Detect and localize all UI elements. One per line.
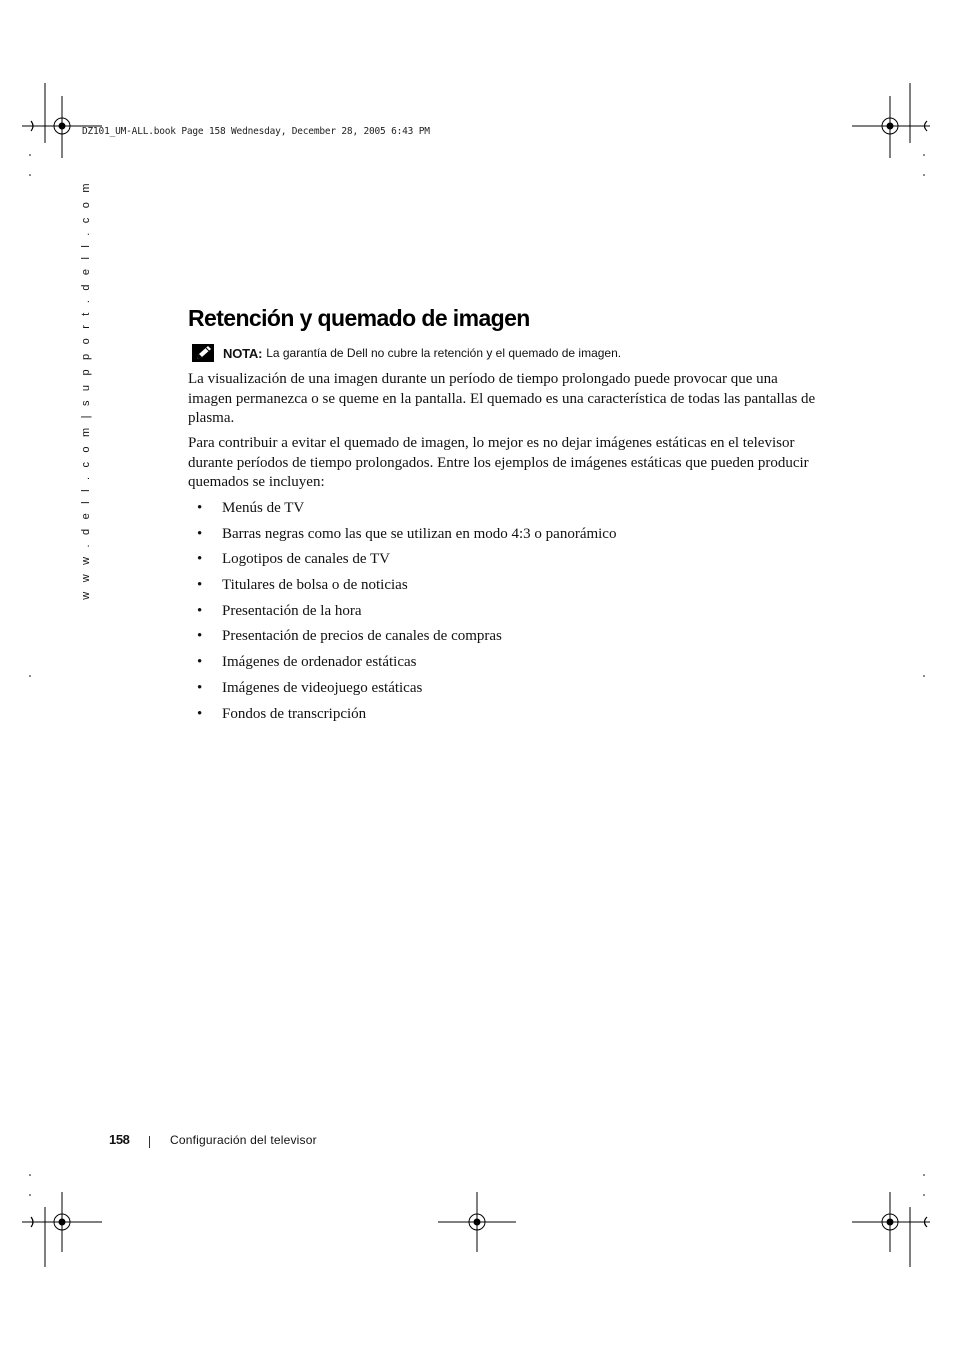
list-item [188,549,616,575]
list-item [188,601,616,627]
list-item-text: Presentación de precios de canales de compras [222,628,502,645]
note [192,344,621,362]
bullet-mark: • [197,577,203,594]
list-item [188,678,616,704]
list-item [188,626,616,652]
footer-section-title: Configuración del televisor [170,1133,317,1147]
print-header: DZ101_UM-ALL.book Page 158 Wednesday, December 28, 2005 6:43 PM [82,126,430,137]
list-item [188,575,616,601]
bullet-mark: • [197,602,203,619]
note-label: NOTA: [223,345,263,361]
list-item-text: Logotipos de canales de TV [222,551,391,568]
list-item [188,524,616,550]
list-item-text: Imágenes de videojuego estáticas [222,679,423,696]
list-item-text: Imágenes de ordenador estáticas [222,654,417,671]
pencil-note-icon [192,344,214,362]
footer-divider [149,1136,150,1148]
list-item-text: Presentación de la hora [222,602,362,619]
page-number: 158 [109,1132,130,1147]
bullet-mark: • [197,500,203,516]
list-item [188,704,616,730]
bullet-list [188,498,616,729]
bullet-mark: • [197,525,203,542]
section-title: Retención y quemado de imagen [188,305,530,331]
bullet-mark: • [197,654,203,671]
list-item [188,652,616,678]
bullet-mark: • [197,705,203,722]
bullet-mark: • [197,679,203,696]
note-text: La garantía de Dell no cubre la retención y el quemado de imagen. [266,346,622,360]
paragraph: Para contribuir a evitar el quemado de imagen, lo mejor es no dejar imágenes estáticas en el televisor durante períodos de tiempo prolongados. Entre los ejemplos de imágenes estáticas que pueden producir quemados se incluyen: [188,435,809,490]
list-item-text: Barras negras como las que se utilizan en modo 4:3 o panorámico [222,525,617,542]
bullet-mark: • [197,551,203,568]
list-item-text: Fondos de transcripción [222,705,367,722]
list-item-text: Titulares de bolsa o de noticias [222,577,408,594]
paragraph: La visualización de una imagen durante un período de tiempo prolongado puede provocar que una imagen permanezca o se queme en la pantalla. El quemado es una característica de todas las pantallas de plasma. [188,371,816,426]
list-item-text: Menús de TV [222,500,305,516]
side-url: w w w . d e l l . c o m | s u p p o r t . d e l l . c o m [80,180,92,600]
list-item [188,498,616,524]
bullet-mark: • [197,628,203,645]
